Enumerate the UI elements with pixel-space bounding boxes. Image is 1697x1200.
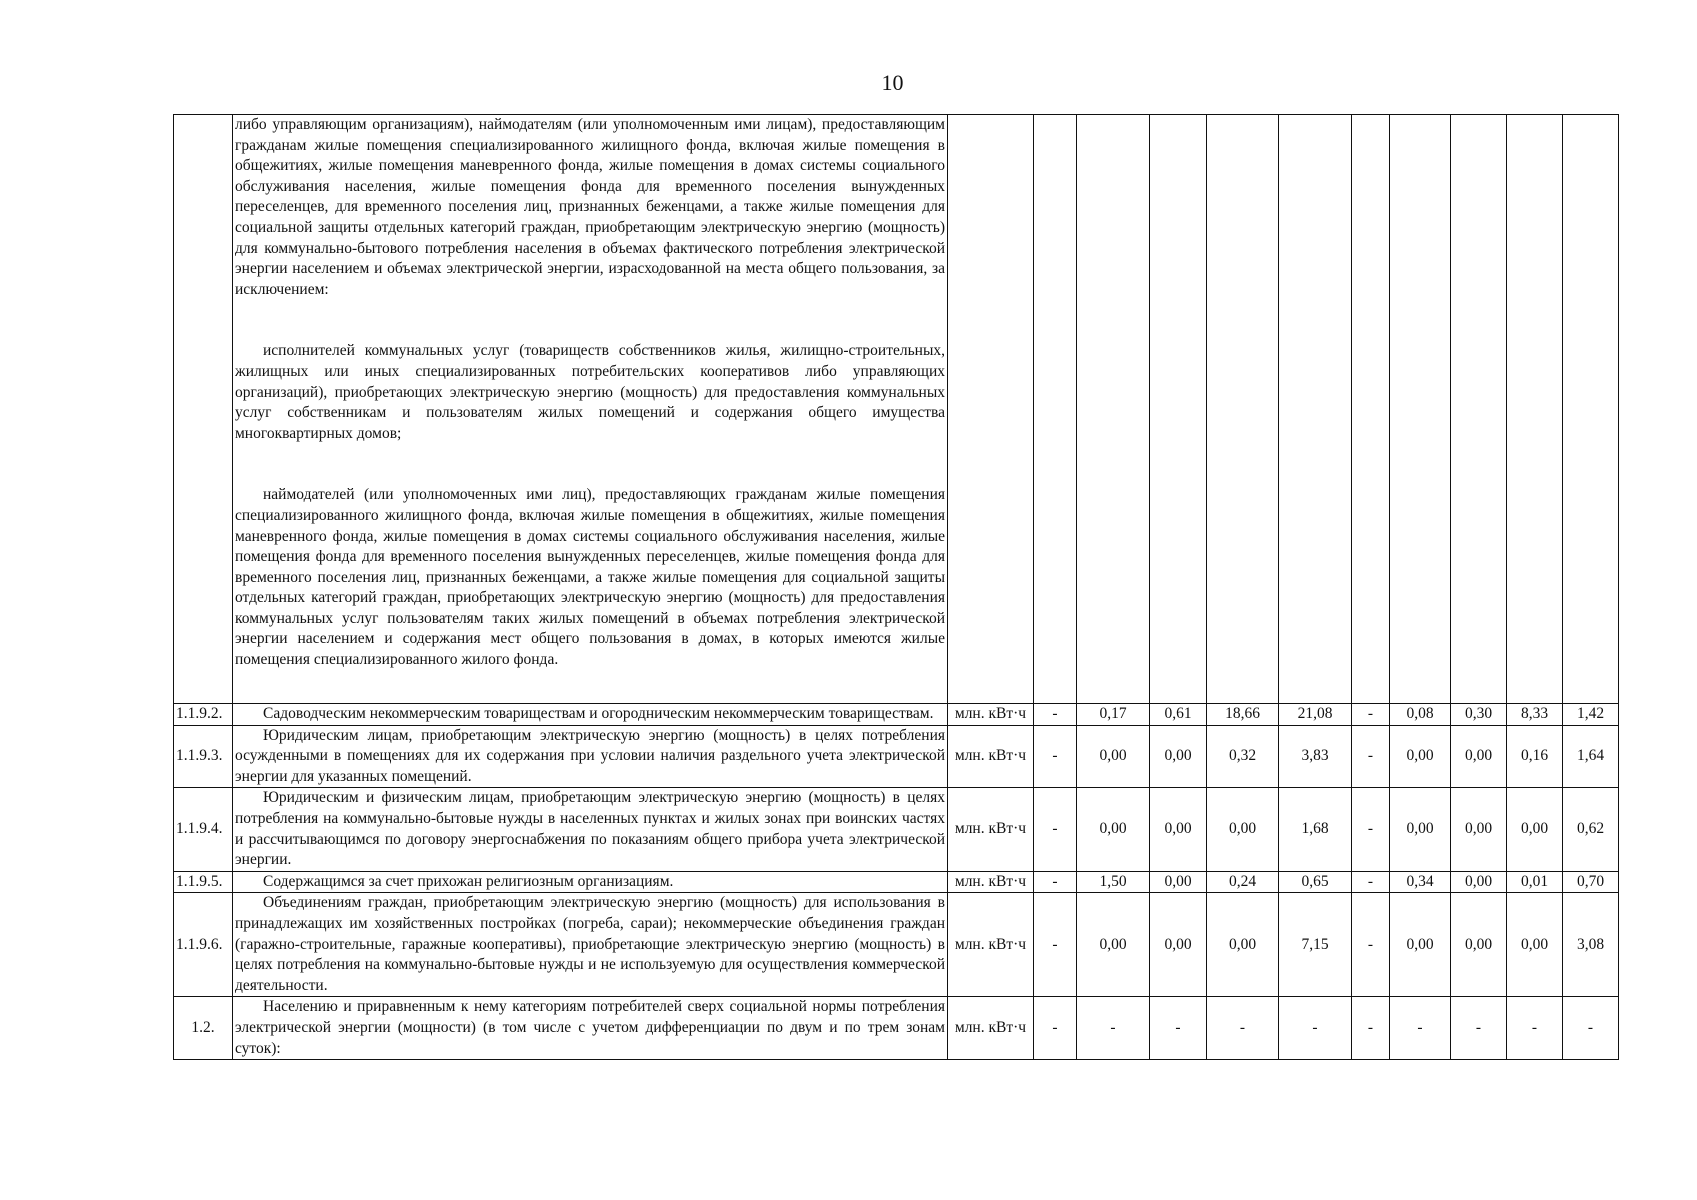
row-value: 0,34 [1390,871,1451,893]
row-value: - [1352,871,1390,893]
row-value: 0,00 [1207,788,1279,871]
row-value: - [1150,997,1207,1060]
row-value: 0,00 [1390,893,1451,997]
row-code: 1.1.9.5. [174,871,233,893]
row-description-text: Объединениям граждан, приобретающим электрическую энергию (мощность) для использования в принадлежащих им хозяйственных постройках (погреба, сараи); некоммерческие объединения граждан (гаражно-строительные, гаражные кооперативы), приобретающие электрическую энергию (мощность) в целях потребления на коммунально-бытовые нужды и не используемую для осуществления коммерческой деятельности. [235,894,945,994]
row-value: 1,50 [1077,871,1150,893]
row-value: 0,00 [1207,893,1279,997]
continuation-lead-text: либо управляющим организациям), наймодателям (или уполномоченным ими лицам), предоставляющим гражданам жилые помещения специализированного жилищного фонда, включая жилые помещения в общежитиях, жилые помещения маневренного фонда, жилые помещения в домах системы социального обслуживания населения, жилые помещения фонда для временного поселения вынужденных переселенцев, для временного поселения лиц, признанных беженцами, а также жилые помещения для социальной защиты отдельных категорий граждан, приобретающим электрическую энергию (мощность) для коммунально-бытового потребления населения в объемах фактического потребления электрической энергии населением и объемах электрической энергии, израсходованной на места общего пользования, за исключением: [235,116,945,298]
row-value: - [1352,893,1390,997]
row-value: 0,30 [1451,704,1507,726]
row-value: - [1077,997,1150,1060]
continuation-description-cell [233,115,948,704]
row-code: 1.2. [174,997,233,1060]
row-value: - [1451,997,1507,1060]
row-value: 0,00 [1390,725,1451,788]
row-description [233,871,948,893]
row-value: - [1034,725,1077,788]
table-row [174,725,1619,788]
row-value: 0,00 [1150,788,1207,871]
row-unit: млн. кВт·ч [948,704,1034,726]
row-value: 7,15 [1279,893,1352,997]
row-value: 0,16 [1507,725,1563,788]
value-cell [1352,115,1390,704]
row-value: 0,00 [1507,893,1563,997]
table-row [174,893,1619,997]
row-value: 0,00 [1150,725,1207,788]
row-description-text: Садоводческим некоммерческим товариществам и огородническим некоммерческим товариществам. [263,705,934,722]
row-value: 0,32 [1207,725,1279,788]
row-description-text: Юридическим и физическим лицам, приобретающим электрическую энергию (мощность) в целях потребления на коммунально-бытовые нужды в населенных пунктах и жилых зонах при воинских частях и рассчитывающимся по договору энергоснабжения по показаниям общего прибора учета электрической энергии. [235,789,945,869]
row-code: 1.1.9.4. [174,788,233,871]
row-value: 0,00 [1150,893,1207,997]
row-value: - [1034,788,1077,871]
row-description [233,704,948,726]
row-value: - [1034,893,1077,997]
unit-cell [948,115,1034,704]
row-value: 0,01 [1507,871,1563,893]
row-value: 1,64 [1563,725,1619,788]
row-description [233,893,948,997]
row-value: 0,24 [1207,871,1279,893]
continuation-paragraph-2: наймодателей (или уполномоченных ими лиц), предоставляющих гражданам жилые помещения специализированного жилищного фонда, включая жилые помещения в общежитиях, жилые помещения маневренного фонда, жилые помещения в домах системы социального обслуживания населения, жилые помещения фонда для временного поселения вынужденных переселенцев, жилые помещения фонда для временного поселения лиц, признанных беженцами, а также жилые помещения для социальной защиты отдельных категорий граждан, приобретающих электрическую энергию (мощность) для предоставления коммунальных услуг пользователям таких жилых помещений в объемах потребления электрической энергии населением и содержания мест общего пользования в домах, в которых имеются жилые помещения специализированного жилого фонда. [235,486,945,669]
row-value: 0,65 [1279,871,1352,893]
table-row [174,871,1619,893]
row-value: 0,00 [1451,788,1507,871]
row-value: - [1207,997,1279,1060]
row-value: 0,00 [1150,871,1207,893]
row-unit: млн. кВт·ч [948,725,1034,788]
value-cell [1390,115,1451,704]
continuation-paragraph-1: исполнителей коммунальных услуг (товариществ собственников жилья, жилищно-строительных, жилищных или иных специализированных потребительских кооперативов либо управляющих организаций), приобретающих электрическую энергию (мощность) для предоставления коммунальных услуг собственникам и пользователям жилых помещений и содержания общего имущества многоквартирных домов; [235,342,945,442]
value-cell [1077,115,1150,704]
row-value: 0,00 [1390,788,1451,871]
value-cell [1563,115,1619,704]
row-value: 21,08 [1279,704,1352,726]
row-unit: млн. кВт·ч [948,997,1034,1060]
row-value: 8,33 [1507,704,1563,726]
value-cell [1034,115,1077,704]
row-value: - [1352,725,1390,788]
row-value: 0,00 [1077,725,1150,788]
continuation-row [174,115,1619,704]
page-number: 10 [881,70,904,95]
row-value: 3,08 [1563,893,1619,997]
row-value: - [1034,871,1077,893]
row-value: - [1563,997,1619,1060]
row-value: - [1352,788,1390,871]
row-value: 0,61 [1150,704,1207,726]
row-code: 1.1.9.6. [174,893,233,997]
row-value: 18,66 [1207,704,1279,726]
table-row [174,704,1619,726]
row-description-text: Населению и приравненным к нему категориям потребителей сверх социальной нормы потребления электрической энергии (мощности) (в том числе с учетом дифференциации по двум и по трем зонам суток): [235,998,945,1057]
row-value: 0,00 [1451,893,1507,997]
row-description [233,725,948,788]
row-value: - [1279,997,1352,1060]
value-cell [1150,115,1207,704]
row-unit: млн. кВт·ч [948,871,1034,893]
row-value: 0,00 [1451,725,1507,788]
row-value: - [1352,704,1390,726]
row-value: 1,68 [1279,788,1352,871]
table-row [174,997,1619,1060]
row-value: 0,70 [1563,871,1619,893]
code-cell [174,115,233,704]
row-description [233,788,948,871]
row-unit: млн. кВт·ч [948,788,1034,871]
row-code: 1.1.9.3. [174,725,233,788]
row-code: 1.1.9.2. [174,704,233,726]
tariff-balance-table [173,114,1619,1060]
value-cell [1451,115,1507,704]
row-value: 0,00 [1077,788,1150,871]
row-value: - [1034,997,1077,1060]
row-value: - [1390,997,1451,1060]
row-value: - [1034,704,1077,726]
table-row [174,788,1619,871]
row-value: 0,62 [1563,788,1619,871]
row-value: 0,00 [1451,871,1507,893]
value-cell [1207,115,1279,704]
row-value: 0,17 [1077,704,1150,726]
row-value: 0,00 [1077,893,1150,997]
row-value: 0,08 [1390,704,1451,726]
row-value: - [1507,997,1563,1060]
row-value: 1,42 [1563,704,1619,726]
row-description-text: Содержащимся за счет прихожан религиозным организациям. [263,872,674,890]
row-value: 3,83 [1279,725,1352,788]
row-unit: млн. кВт·ч [948,893,1034,997]
row-value: - [1352,997,1390,1060]
value-cell [1507,115,1563,704]
row-value: 0,00 [1507,788,1563,871]
row-description [233,997,948,1060]
row-description-text: Юридическим лицам, приобретающим электрическую энергию (мощность) в целях потребления осужденными в помещениях для их содержания при условии наличия раздельного учета электрической энергии для указанных помещений. [235,726,945,785]
value-cell [1279,115,1352,704]
